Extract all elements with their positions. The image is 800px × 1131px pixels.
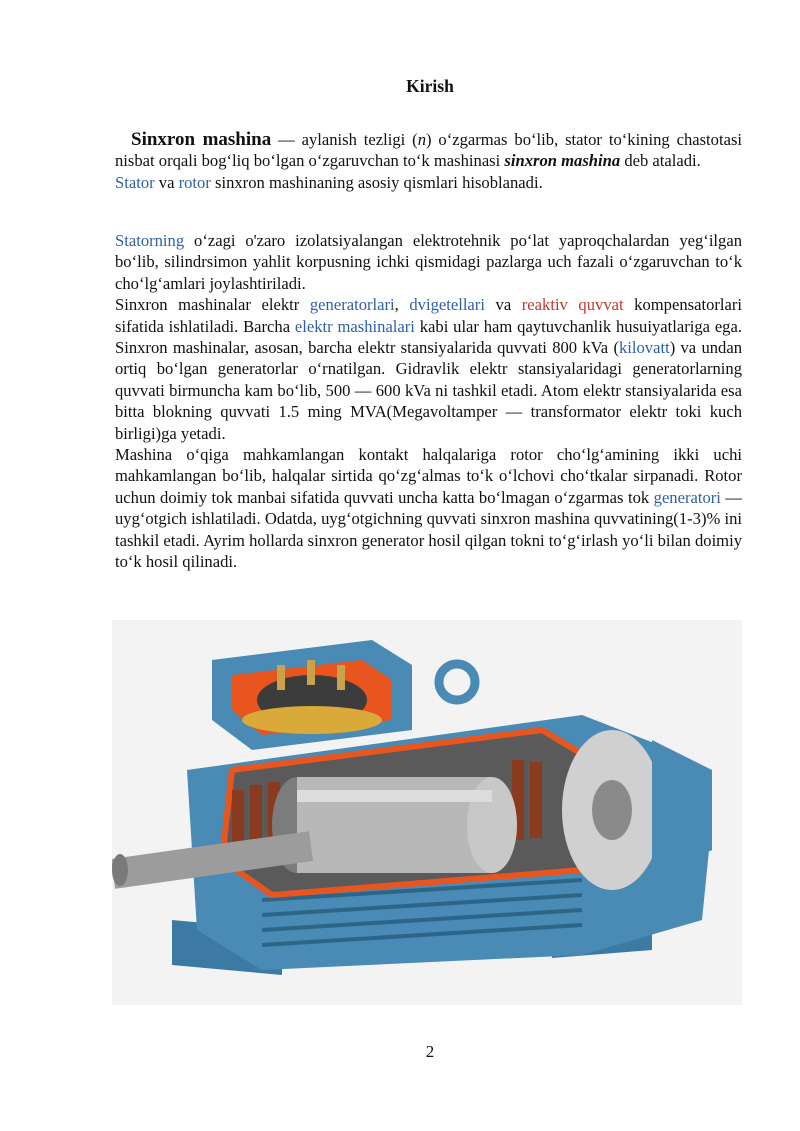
excitation-text-end: — uygʻotgich ishlatiladi. Odatda, uygʻotgichning quvvati sinxron mashina quvvatining(1-3)% ini tashkil etadi. Ayrim hollarda sinxron generator hosil qilgan tokni toʻgʻirlash yoʻli bilan doimiy toʻk hosil qilinadi. <box>115 487 742 572</box>
elektr-mashinalari-link[interactable]: elektr mashinalari <box>294 316 415 336</box>
excitation-text-start: Mashina oʻqiga mahkamlangan kontakt halqalariga rotor choʻlgʻamining ikki uchi mahkamlangan boʻlib, halqalar sirtida qoʻzgʻalmas toʻk oʻlchovi choʻtkalar sirpanadi. Rotor uchun doimiy tok manbai sifatida quvvati uncha katta boʻlmagan oʻzgarmas tok <box>115 445 742 507</box>
usage-text-mid: kompensatorlari sifatida ishlatiladi. Barcha <box>115 295 742 336</box>
generatori-link[interactable]: generatori <box>653 487 721 507</box>
motor-illustration <box>112 620 742 1005</box>
stator-paragraph <box>115 230 742 294</box>
defined-term: sinxron mashina <box>504 151 621 171</box>
body-block <box>115 230 742 573</box>
intro-block <box>115 129 742 193</box>
definition-paragraph <box>115 129 742 172</box>
dvigetellari-link[interactable]: dvigetellari <box>409 295 485 315</box>
usage-text-end: ) va undan ortiq boʻlgan generatorlar oʻrnatilgan. Gidravlik elektr stansiyalaridagi generatorlarning quvvati birmuncha kam boʻlib, 500 — 600 kVa ni tashkil etadi. Atom elektr stansiyalarida esa bitta blokning quvvati 1.5 ming MVA(Megavoltamper — transformator elektr toki kuch birligi)ga yetadi. <box>115 338 742 443</box>
em-dash: — <box>271 130 302 149</box>
stator-text: oʻzagi o'zaro izolatsiyalangan elektrotehnik poʻlat yaproqchalardan yegʻilgan boʻlib, silindrsimon yahlit korpusning ichki qismidagi pazlarga uch fazali oʻzgaruvchan toʻk choʻlgʻamlari joylashtiriladi. <box>115 231 742 293</box>
generatorlari-link[interactable]: generatorlari <box>309 295 395 315</box>
definition-text-a: aylanish tezligi ( <box>301 130 418 149</box>
excitation-paragraph <box>115 444 742 572</box>
usage-text-start: Sinxron mashinalar elektr <box>115 295 310 315</box>
comma: , <box>394 295 410 315</box>
section-heading: Kirish <box>406 76 454 96</box>
parts-text: sinxron mashinaning asosiy qismlari hisoblanadi. <box>210 172 543 192</box>
stator-link[interactable]: Stator <box>115 172 155 192</box>
conjunction: va <box>154 172 179 192</box>
definition-text-b: ) oʻzgarmas boʻlib, stator toʻkining chastotasi nisbat orqali bogʻliq boʻlgan oʻzgaruvchan toʻk mashinasi <box>115 130 743 171</box>
statorning-link[interactable]: Statorning <box>115 231 185 250</box>
rotor-link[interactable]: rotor <box>178 172 211 192</box>
variable-n: n <box>417 130 426 149</box>
usage-text-mid2: kabi ular ham qaytuvchanlik husuiyatlariga ega. Sinxron mashinalar, asosan, barcha elektr stansiyalarida quvvati 800 kVa ( <box>115 316 742 358</box>
parts-paragraph <box>115 172 742 193</box>
usage-paragraph <box>115 294 742 444</box>
page-number: 2 <box>425 1042 435 1061</box>
reaktiv-quvvat-link[interactable]: reaktiv quvvat <box>521 295 624 315</box>
kilovatt-link[interactable]: kilovatt <box>618 338 670 358</box>
motor-cutaway-image <box>112 620 742 1005</box>
lead-term: Sinxron mashina <box>131 129 272 150</box>
definition-text-c: deb ataladi. <box>620 151 701 171</box>
conjunction: va <box>484 295 522 315</box>
